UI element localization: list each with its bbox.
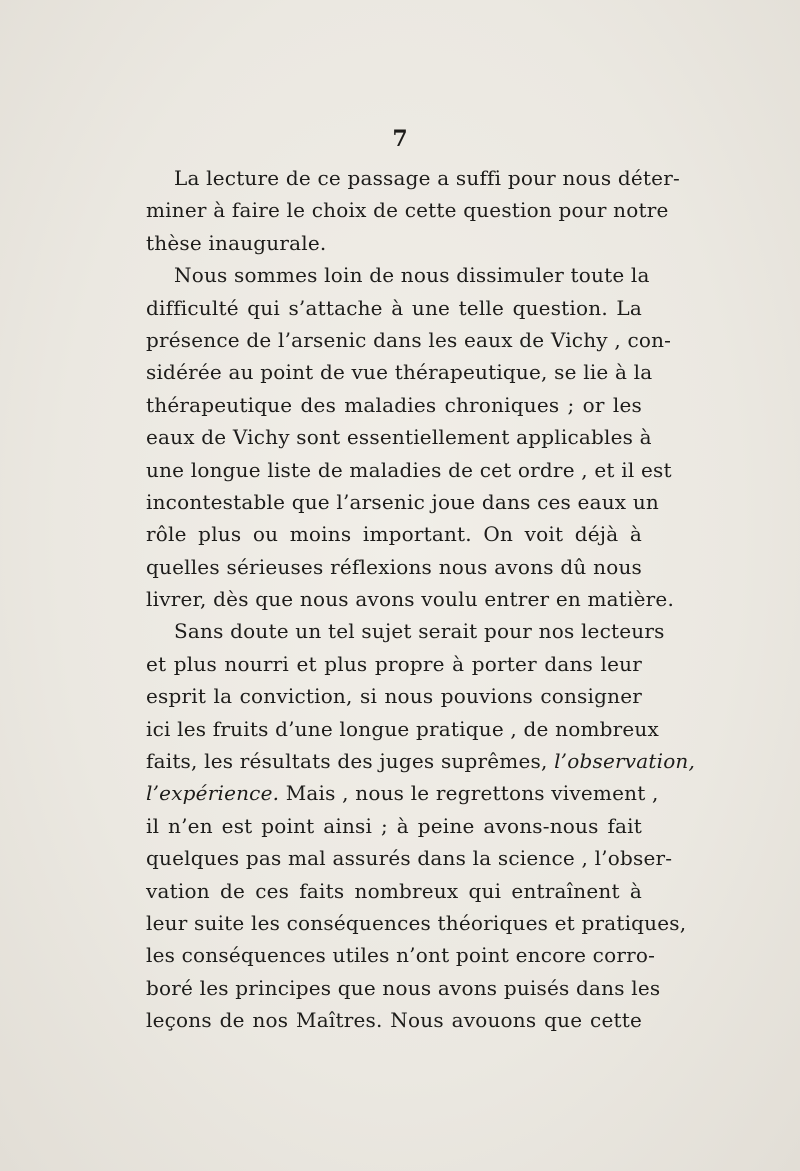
page-number: 7 — [392, 126, 408, 152]
text-line — [146, 648, 642, 680]
text-line — [146, 292, 642, 324]
text-line — [146, 745, 696, 777]
line-text: leur suite les conséquences théoriques et pratiques, — [146, 910, 687, 935]
line-text: thèse inaugurale. — [146, 230, 327, 255]
line-text: difficulté qui s’attache à une telle question. La — [146, 295, 642, 320]
line-text: une longue liste de maladies de cet ordre , et il est — [146, 457, 672, 482]
line-text: sidérée au point de vue thérapeutique, se lie à la — [146, 360, 653, 385]
text-line — [146, 551, 642, 583]
text-line — [146, 324, 672, 356]
text-line — [146, 907, 687, 939]
text-line — [146, 615, 665, 647]
line-text: les conséquences utiles n’ont point encore corro- — [146, 943, 656, 968]
line-text: quelles sérieuses réflexions nous avons dû nous — [146, 554, 642, 579]
text-line — [146, 486, 659, 518]
text-line — [146, 713, 659, 745]
text-line — [146, 1004, 642, 1036]
line-text: Nous sommes loin de nous dissimuler toute la — [174, 263, 650, 288]
text-line — [146, 972, 661, 1004]
text-line — [146, 227, 642, 259]
line-text: leçons de nos Maîtres. Nous avouons que cette — [146, 1008, 642, 1033]
line-text: thérapeutique des maladies chroniques ; or les — [146, 392, 642, 417]
text-line — [146, 518, 642, 550]
line-text: faits, les résultats des juges suprêmes, — [146, 749, 548, 774]
line-text: Mais , nous le regrettons vivement , — [279, 781, 659, 806]
text-line — [146, 194, 669, 226]
line-text: il n’en est point ainsi ; à peine avons-nous fait — [146, 813, 642, 838]
line-text: livrer, dès que nous avons voulu entrer en matière. — [146, 587, 675, 612]
text-line — [146, 389, 642, 421]
text-line — [146, 421, 652, 453]
text-line — [146, 939, 656, 971]
italic-term: l’expérience. — [146, 781, 280, 806]
line-text: Sans doute un tel sujet serait pour nos lecteurs — [174, 619, 665, 644]
line-text: esprit la conviction, si nous pouvions consigner — [146, 684, 642, 709]
text-line — [146, 356, 653, 388]
line-text: eaux de Vichy sont essentiellement applicables à — [146, 425, 652, 450]
line-text: présence de l’arsenic dans les eaux de Vichy , con- — [146, 327, 672, 352]
line-text: incontestable que l’arsenic joue dans ces eaux un — [146, 489, 659, 514]
text-line — [146, 162, 680, 194]
italic-term: l’observation, — [554, 749, 696, 774]
text-line — [146, 875, 642, 907]
line-text: boré les principes que nous avons puisés dans les — [146, 975, 661, 1000]
line-text: et plus nourri et plus propre à porter dans leur — [146, 651, 642, 676]
line-text: vation de ces faits nombreux qui entraînent à — [146, 878, 642, 903]
body-text — [146, 162, 696, 1037]
text-line — [146, 810, 642, 842]
text-line — [146, 680, 642, 712]
text-line — [146, 259, 650, 291]
line-text: La lecture de ce passage a suffi pour nous déter- — [174, 166, 680, 190]
line-text: rôle plus ou moins important. On voit déjà à — [146, 522, 642, 547]
line-text: quelques pas mal assurés dans la science , l’obser- — [146, 846, 673, 871]
text-line — [146, 842, 673, 874]
text-line — [146, 454, 672, 486]
text-line — [146, 583, 675, 615]
line-text: miner à faire le choix de cette question pour notre — [146, 198, 669, 223]
text-line — [146, 777, 659, 809]
line-text: ici les fruits d’une longue pratique , de nombreux — [146, 716, 659, 741]
